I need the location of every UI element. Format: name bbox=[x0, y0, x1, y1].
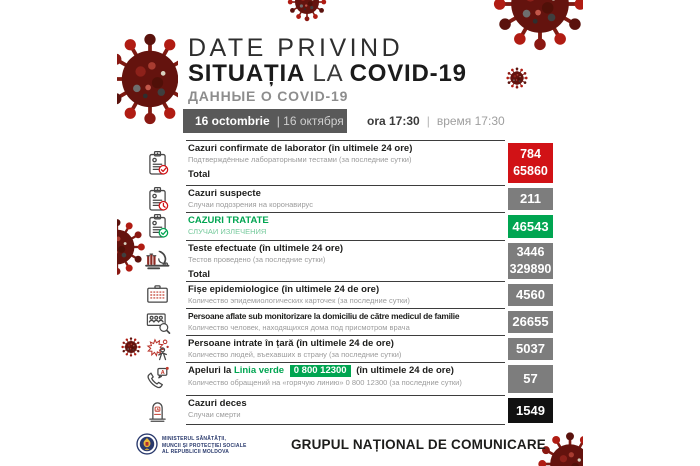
time-labels bbox=[367, 114, 505, 128]
svg-text:A: A bbox=[160, 369, 165, 376]
clipboard-check-green-icon bbox=[144, 212, 186, 240]
row-title: Cazuri suspecte bbox=[188, 188, 261, 199]
ministry-line-2: MUNCII ȘI PROTECȚIEI SOCIALE bbox=[162, 442, 247, 449]
epidemiological-card-icon bbox=[144, 281, 186, 308]
title-la: LA bbox=[312, 60, 343, 87]
value-last24h: 3446 bbox=[516, 244, 545, 259]
clipboard-alert-icon bbox=[144, 185, 186, 212]
value-box-tests bbox=[508, 243, 553, 279]
ministry-coat-of-arms-logo bbox=[136, 433, 158, 455]
row-tests-performed bbox=[144, 240, 553, 281]
row-subtitle-ru: СЛУЧАИ ИЗЛЕЧЕНИЯ bbox=[188, 227, 267, 236]
value: 211 bbox=[520, 191, 541, 206]
microscope-icon bbox=[144, 240, 186, 281]
ministry-name bbox=[162, 436, 247, 456]
date-russian: | 16 октября bbox=[276, 114, 344, 128]
row-text bbox=[186, 281, 505, 308]
person-entering-country-icon bbox=[144, 335, 186, 362]
date-romanian: 16 octombrie bbox=[195, 114, 270, 128]
row-subtitle-ru: Подтверждённые лабораторными тестами (за последние сутки) bbox=[188, 155, 412, 164]
value-total: 65860 bbox=[513, 163, 548, 178]
infographic-sheet bbox=[117, 0, 583, 466]
row-subtitle-ru: Количество человек, находящихся дома под присмотром врача bbox=[188, 323, 410, 332]
row-title bbox=[188, 365, 501, 377]
row-subtitle-ru: Количество людей, въехавших в страну (за последние сутки) bbox=[188, 350, 402, 359]
row-total-label: Total bbox=[188, 169, 210, 180]
row-title: Fișe epidemiologice (în ultimele 24 de ore) bbox=[188, 284, 380, 295]
row-subtitle-ru: Случаи смерти bbox=[188, 410, 241, 419]
row-text bbox=[186, 185, 505, 212]
row-entered-country bbox=[144, 335, 553, 362]
ministry-line-1: MINISTERUL SĂNĂTĂȚII, bbox=[162, 436, 227, 442]
tombstone-icon bbox=[144, 395, 186, 425]
title-situatia: SITUAȚIA bbox=[188, 60, 306, 87]
row-text bbox=[186, 362, 505, 395]
time-separator: | bbox=[426, 114, 430, 128]
value: 5037 bbox=[516, 341, 545, 356]
row-hotline-calls bbox=[144, 362, 553, 395]
value-total: 329890 bbox=[509, 261, 552, 276]
value-box-entered bbox=[508, 338, 553, 360]
coronavirus-icon bbox=[121, 337, 141, 357]
coronavirus-icon bbox=[117, 218, 146, 276]
value-box-monitoring bbox=[508, 311, 553, 333]
time-romanian: ora 17:30 bbox=[367, 114, 420, 128]
date-time-bar bbox=[117, 109, 583, 133]
time-russian: время 17:30 bbox=[436, 114, 505, 128]
row-suspect-cases bbox=[144, 185, 553, 212]
title-line-1: DATE PRIVIND bbox=[188, 34, 404, 62]
coronavirus-icon bbox=[287, 0, 327, 22]
coronavirus-icon bbox=[506, 67, 528, 89]
row-title: Persoane aflate sub monitorizare la domiciliu de către medicul de familie bbox=[188, 311, 460, 321]
row-text bbox=[186, 140, 505, 185]
communication-group-title: GRUPUL NAȚIONAL DE COMUNICARE bbox=[290, 437, 546, 452]
row-title: Persoane intrate în țară (în ultimele 24 de ore) bbox=[188, 338, 394, 349]
hotline-number-badge: 0 800 12300 bbox=[290, 365, 351, 377]
row-text bbox=[186, 240, 505, 281]
svg-text:A: A bbox=[156, 407, 160, 412]
value-box-calls bbox=[508, 365, 553, 393]
value: 46543 bbox=[512, 218, 549, 234]
value-last24h: 784 bbox=[520, 146, 541, 161]
title-covid: COVID-19 bbox=[349, 60, 467, 87]
row-home-monitoring bbox=[144, 308, 553, 335]
row-title: Teste efectuate (în ultimele 24 ore) bbox=[188, 243, 344, 254]
title-linia-verde: Linia verde bbox=[233, 365, 285, 376]
value-box-confirmed bbox=[508, 143, 553, 183]
ministry-line-3: AL REPUBLICII MOLDOVA bbox=[162, 449, 230, 455]
clipboard-check-red-icon bbox=[144, 140, 186, 185]
people-monitoring-icon bbox=[144, 308, 186, 335]
value-box-suspect bbox=[508, 188, 553, 210]
value: 1549 bbox=[516, 402, 545, 418]
row-title: Cazuri deces bbox=[188, 398, 247, 409]
value: 26655 bbox=[512, 314, 549, 329]
row-subtitle-ru: Количество обращений на «горячую линию» 0 800 12300 (за последние сутки) bbox=[188, 378, 462, 387]
row-text bbox=[186, 395, 505, 425]
row-subtitle-ru: Тестов проведено (за последние сутки) bbox=[188, 255, 326, 264]
value-box-cards bbox=[508, 284, 553, 306]
title-suffix: (în ultimele 24 de ore) bbox=[356, 365, 454, 376]
row-title: CAZURI TRATATE bbox=[188, 215, 269, 226]
row-text bbox=[186, 308, 505, 335]
row-deaths bbox=[144, 395, 553, 425]
value: 57 bbox=[523, 371, 538, 386]
title-russian: ДАННЫЕ О COVID-19 bbox=[188, 88, 349, 104]
row-title: Cazuri confirmate de laborator (în ultimele 24 ore) bbox=[188, 143, 413, 154]
row-text bbox=[186, 335, 505, 362]
title-line-2 bbox=[188, 60, 467, 88]
value-box-treated bbox=[508, 215, 553, 238]
stats-table bbox=[144, 140, 553, 425]
row-subtitle-ru: Количество эпидемиологических карточек (за последние сутки) bbox=[188, 296, 410, 305]
value-box-deaths bbox=[508, 398, 553, 423]
row-text bbox=[186, 212, 505, 240]
row-confirmed-cases bbox=[144, 140, 553, 185]
row-total-label: Total bbox=[188, 269, 210, 280]
phone-hotline-icon bbox=[144, 362, 186, 395]
row-treated-cases bbox=[144, 212, 553, 240]
row-subtitle-ru: Случаи подозрения на коронавирус bbox=[188, 200, 313, 209]
title-prefix: Apeluri la bbox=[188, 365, 232, 376]
coronavirus-icon bbox=[492, 0, 583, 52]
row-epidemiological-cards bbox=[144, 281, 553, 308]
date-box bbox=[183, 109, 347, 133]
value: 4560 bbox=[516, 287, 545, 302]
